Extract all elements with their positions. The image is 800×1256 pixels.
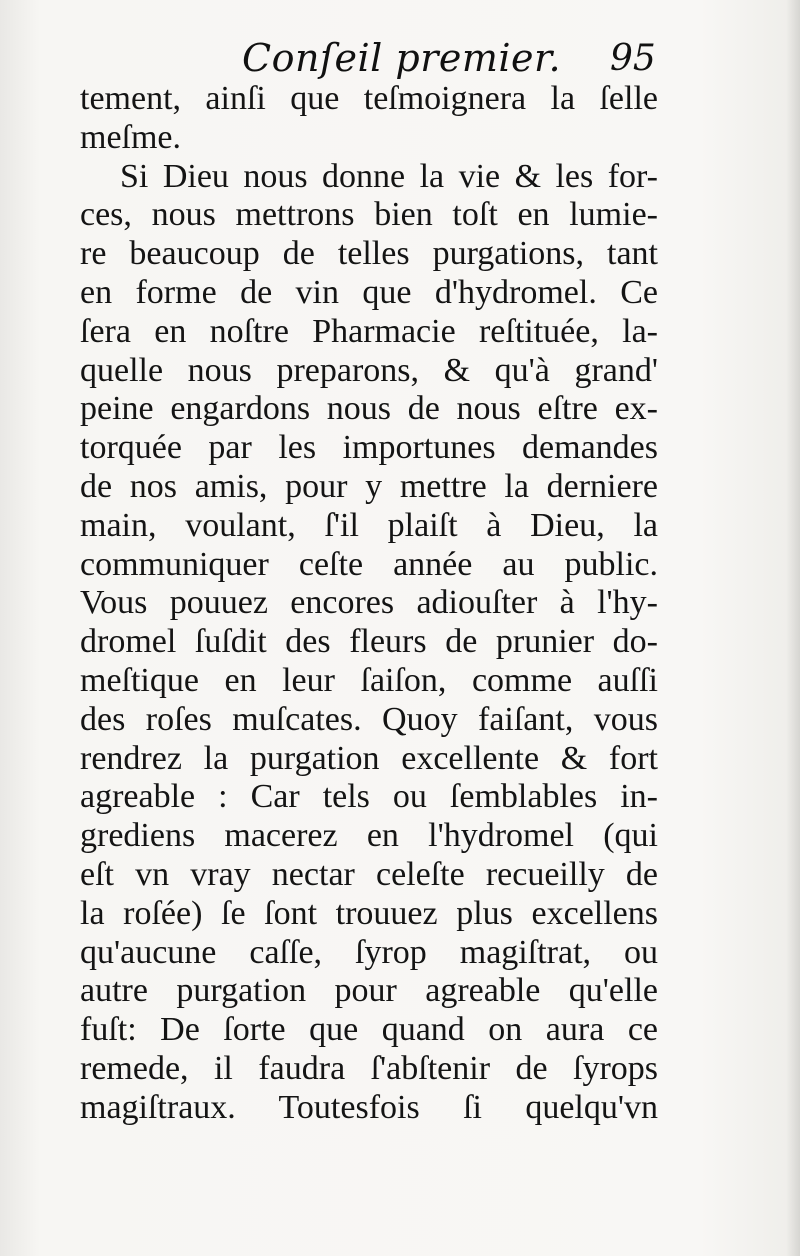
page-number: 95 bbox=[610, 38, 656, 79]
text-line: meſme. bbox=[80, 118, 182, 156]
body-text bbox=[80, 80, 658, 1128]
text-line: autre purgation pour agreable qu'elle bbox=[80, 972, 658, 1010]
text-line: rendrez la purgation excellente & fort bbox=[80, 739, 658, 777]
text-line: communiquer ceſte année au public. bbox=[80, 545, 658, 583]
running-title: Conſeil premier. bbox=[242, 36, 562, 80]
text-line: Vous pouuez encores adiouſter à l'hy- bbox=[80, 584, 658, 622]
text-line: remede, il faudra ſ'abſtenir de ſyrops bbox=[80, 1049, 658, 1087]
text-line: ſera en noſtre Pharmacie reſtituée, la- bbox=[80, 312, 658, 350]
text-line: la roſée) ſe ſont trouuez plus excellens bbox=[80, 894, 658, 932]
text-line: eſt vn vray nectar celeſte recueilly de bbox=[80, 855, 658, 893]
text-line: ces, nous mettrons bien toſt en lumie- bbox=[80, 196, 658, 234]
text-line: grediens macerez en l'hydromel (qui bbox=[80, 817, 658, 855]
text-line: des roſes muſcates. Quoy faiſant, vous bbox=[80, 700, 658, 738]
text-line: re beaucoup de telles purgations, tant bbox=[80, 235, 658, 273]
text-line: en forme de vin que d'hydromel. Ce bbox=[80, 273, 658, 311]
text-line: dromel ſuſdit des fleurs de prunier do- bbox=[80, 623, 658, 661]
text-line: meſtique en leur ſaiſon, comme auſſi bbox=[80, 661, 658, 699]
text-line: tement, ainſi que teſmoignera la ſelle bbox=[80, 80, 658, 117]
text-line: de nos amis, pour y mettre la derniere bbox=[80, 467, 658, 505]
text-line: peine engardons nous de nous eſtre ex- bbox=[80, 390, 658, 428]
text-line: torquée par les importunes demandes bbox=[80, 429, 658, 467]
text-line: quelle nous preparons, & qu'à grand' bbox=[80, 351, 658, 389]
text-line: main, voulant, ſ'il plaiſt à Dieu, la bbox=[80, 506, 658, 544]
text-line: agreable : Car tels ou ſemblables in- bbox=[80, 778, 658, 816]
text-line: fuſt: De ſorte que quand on aura ce bbox=[80, 1011, 658, 1049]
text-line: Si Dieu nous donne la vie & les for- bbox=[120, 157, 658, 195]
text-line: qu'aucune caſſe, ſyrop magiſtrat, ou bbox=[80, 933, 658, 971]
page-gutter-shadow bbox=[786, 0, 800, 1256]
text-line: magiſtraux. Toutesfois ſi quelqu'vn bbox=[80, 1088, 658, 1126]
